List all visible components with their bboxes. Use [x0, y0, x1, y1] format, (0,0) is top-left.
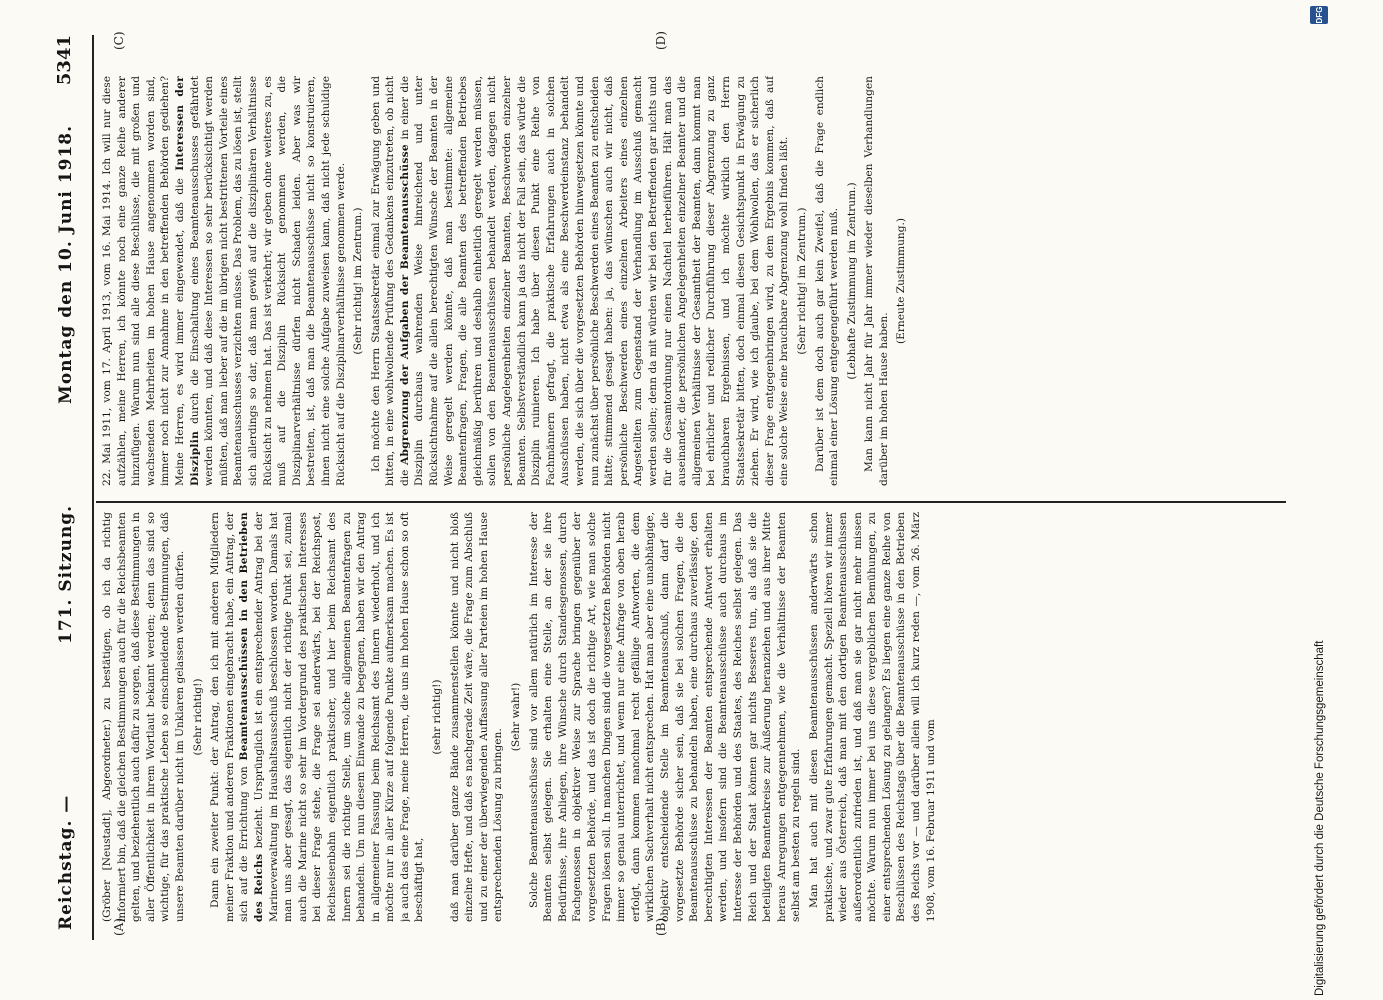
- paragraph: Solche Beamtenausschüsse sind vor allem natürlich im Interesse der Beamten selbst gelegen. Sie erhalten eine Stelle, an der sie ihre Bedürfnisse, ihre Anliegen, ihre Wünsche durch Standesgenossen, durch Fachgenossen in objektiver Weise zur Sprache bringen gegenüber der vorgesetzten Behörde, und das ist doch die richtige Art, wie man solche Fragen lösen soll. In manchen Dingen sind die vorgesetzten Behörden nicht immer so genau unterrichtet, und wenn nur eine Anfrage von oben herab erfolgt, dann kommen manchmal recht gefällige Antworten, die dem wirklichen Sachverhalt nicht entsprechen. Hat man aber eine unabhängige, objektiv entscheidende Stelle im Beamtenausschuß, dann darf die vorgesetzte Behörde sicher sein, daß sie bei solchen Fragen, die die Beamtenausschüsse zu behandeln haben, eine durchaus zuverlässige, den berechtigten Interessen der Beamten entsprechende Antwort erhalten werden, und insofern sind die Beamtenausschüsse auch durchaus im Interesse der Behörden und des Staates, des Reiches selbst gelegen. Das Reich und der Staat können gar nichts Besseres tun, als daß sie die beteiligten Beamtenkreise zur Äußerung heranziehen und aus ihrer Mitte heraus Anregungen entgegennehmen, wie die Verhältnisse der Beamten selbst am besten zu regeln sind.: [527, 512, 803, 922]
- page-number: 5341: [54, 35, 75, 86]
- header-session: 171. Sitzung.: [56, 504, 76, 644]
- paragraph: daß man darüber ganze Bände zusammenstellen könnte und nicht bloß einzelne Hefte, und daß es nachgerade Zeit wäre, die Frage zum Abschluß und zu einer der überwiegenden Auffassung aller Parteien im hohen Hause entsprechenden Lösung zu bringen.: [448, 512, 505, 922]
- interjection: (Sehr richtig! im Zentrum.): [795, 207, 808, 355]
- interjection: (Lebhafte Zustimmung im Zentrum.): [845, 182, 858, 380]
- dfg-logo-icon: DFG: [1310, 6, 1328, 24]
- page-header: [42, 35, 90, 940]
- interjection: (sehr richtig!): [431, 679, 444, 755]
- header-rule: [92, 35, 94, 940]
- emphasis: Beamtenausschüssen in den Betrieben des Reichs: [238, 512, 265, 922]
- margin-marker-c: (C): [112, 31, 126, 50]
- interjection: (Sehr wahr!): [510, 682, 523, 752]
- emphasis: Interessen der Disziplin: [173, 76, 201, 486]
- funding-note: Digitalisierung gefördert durch die Deutsche Forschungsgemeinschaft: [1314, 640, 1326, 996]
- paragraph: Ich möchte den Herrn Staatssekretär einmal zur Erwägung geben und bitten, in eine wohlwollende Prüfung des Gedankens einzutreten, ob nicht die Abgrenzung der Aufgaben der Beamtenausschüsse in einer die Disziplin durchaus wahrenden Weise hinreichend und unter Rücksichtnahme auf die allein berechtigten Wünsche der Beamten in der Weise geregelt werden könnte, daß man bestimmte: allgemeine Beamtenfragen, Fragen, die alle Beamten des betreffenden Betriebes gleichmäßig berühren und deshalb einheitlich geregelt werden müssen, sollen von den Beamtenausschüssen behandelt werden, dagegen nicht persönliche Angelegenheiten einzelner Beamten, Beschwerden einzelner Beamten. Selbstverständlich kann ja das nicht der Fall sein, das würde die Disziplin ruinieren. Ich habe über diesen Punkt eine Reihe von Fachmännern gefragt, die praktische Erfahrungen auch in solchen Ausschüssen haben, nicht etwa als eine Beschwerdeinstanz behandelt werden, die sich über die vorgesetzten Behörden hinwegsetzen könnte und nun zunächst über persönliche Beschwerden eines Beamten zu entscheiden hätte; stimmend gesagt haben: ja, das wünschen auch wir nicht, daß persönliche Beschwerden eines einzelnen Arbeiters eines einzelnen Angestellten zum Gegenstand der Verhandlung im Ausschuß gemacht werden sollen; denn da mit würden wir bei den Betreffenden gar nichts und für die Gesamtordnung nur einen Nachteil herbeiführen. Hält man das auseinander, die persönlichen Angelegenheiten einzelner Beamter und die allgemeinen Verhältnisse der Gesamtheit der Beamten, dann kommt man bei ehrlicher und redlicher Durchführung dieser Abgrenzung zu ganz brauchbaren Ergebnissen, und ich möchte wirklich den Herrn Staatssekretär bitten, doch einmal diesen Gesichtspunkt in Erwägung zu ziehen. Er wird, wie ich glaube, bei dem Wohlwollen, das er sicherlich dieser Frage entgegenbringen wird, zu dem Ergebnis kommen, daß auf eine solche Weise eine brauchbare Abgrenzung wohl finden läßt.: [369, 76, 791, 486]
- column-divider: [96, 501, 1286, 503]
- interjection: (Sehr richtig! im Zentrum.): [352, 207, 365, 355]
- interjection: (Erneute Zustimmung.): [895, 217, 908, 345]
- paragraph: Darüber ist dem doch auch gar kein Zweifel, daß die Frage endlich einmal einer Lösung entgegengeführt werden muß.: [813, 76, 841, 486]
- paragraph: Dann ein zweiter Punkt: der Antrag, den ich mit anderen Mitgliedern meiner Fraktion und anderen Fraktionen eingebracht habe, ein Antrag, der sich auf die Errichtung von Beamtenausschüssen in den Betrieben des Reichs bezieht. Ursprünglich ist ein entsprechender Antrag bei der Marineverwaltung im Haushaltsausschuß beschlossen worden. Damals hat man uns aber gesagt, das eigentlich nicht der richtige Punkt sei, zumal auch die Marine nicht so sehr im Vordergrund des praktischen Interesses bei dieser Frage stehe, die Frage sei anderwärts, bei der Reichspost, Reichseisenbahn eigentlich praktischer, und hier beim Reichsamt des Innern sei die richtige Stelle, um solche allgemeinen Beamtenfragen zu behandeln. Um nun diesem Einwande zu begegnen, haben wir den Antrag in allgemeiner Fassung beim Reichsamt des Innern wiederholt, und ich möchte nur in aller Kürze auf folgende Punkte aufmerksam machen. Es ist ja auch das eine Frage, meine Herren, die uns im hohen Hause schon so oft beschäftigt hat,: [209, 512, 426, 922]
- margin-marker-b: (B): [654, 917, 668, 936]
- interjection: (Sehr richtig!): [191, 678, 204, 756]
- left-column: [100, 512, 1280, 922]
- header-chamber: Reichstag. —: [56, 794, 76, 930]
- margin-marker-a: (A): [112, 917, 126, 936]
- page-footer: [1292, 0, 1332, 1000]
- paragraph: Man hat auch mit diesen Beamtenausschüssen anderwärts schon praktische, und zwar gute Erfahrungen gemacht. Speziell hören wir immer wieder aus Österreich, daß man mit den dortigen Beamtenausschüssen außerordentlich zufrieden ist, und daß man sie gar nicht mehr missen möchte. Warum nun immer bei uns diese vergeblichen Bemühungen, zu einer entsprechenden Lösung zu gelangen? Es liegen eine ganze Reihe von Beschlüssen des Reichstags über die Beamtenausschüsse in den Betrieben des Reichs vor — und darüber allein will ich kurz reden —, vom 26. März 1908, vom 16. Februar 1911 und vom: [807, 512, 937, 922]
- margin-marker-d: (D): [654, 31, 668, 50]
- paragraph: 22. Mai 1911, vom 17. April 1913, vom 16. Mai 1914. Ich will nur diese aufzählen, meine Herren, ich könnte noch eine ganze Reihe anderer hinzufügen. Warum nun sind alle diese Beschlüsse, die mit großen und wachsenden Mehrheiten im hohen Hause angenommen worden sind, immer noch nicht zur Annahme in den betreffenden Behörden gediehen? Meine Herren, es wird immer eingewendet, daß die Interessen der Disziplin durch die Einschaltung eines Beamtenausschusses gefährdet werden könnten, und daß diese Interessen so sehr berücksichtigt werden müßten, daß man lieber auf die im übrigen nicht bestrittenen Vorteile eines Beamtenausschusses verzichten müsse. Das Problem, das zu lösen ist, stellt sich allerdings so dar, daß man gewiß auf die disziplinären Verhältnisse Rücksicht zu nehmen hat. Das ist verkehrt; wir geben ohne weiteres zu, es muß auf die Disziplin Rücksicht genommen werden, die Disziplinarverhältnisse dürfen nicht Schaden leiden. Aber was wir bestreiten, ist, daß man die Beamtenausschüsse nicht so konstruieren, ihnen nicht eine solche Aufgabe zuweisen kann, daß nicht jede schuldige Rücksicht auf die Disziplinarverhältnisse genommen werde.: [101, 76, 347, 486]
- right-column: [100, 76, 1280, 486]
- emphasis: Abgrenzung der Aufgaben der Beamtenausschüsse: [398, 144, 411, 466]
- paragraph: (Gröber [Neustadt], Abgeordneter.) zu bestätigen, ob ich da richtig informiert bin, daß die gleichen Bestimmungen auch für die Reichsbeamten gelten, und beziehentlich auch dafür zu sorgen, daß diese Bestimmungen in aller Öffentlichkeit in ihrem Wortlaut bekannt werden; denn das sind so wichtige, für das praktische Leben so einschneidende Bestimmungen, daß unsere Beamten darüber nicht im Unklaren gelassen werden dürfen.: [101, 512, 186, 922]
- header-date: Montag den 10. Juni 1918.: [56, 124, 76, 404]
- paragraph: Man kann nicht Jahr für Jahr immer wieder dieselben Verhandlungen darüber im hohen Hause haben.: [863, 76, 890, 486]
